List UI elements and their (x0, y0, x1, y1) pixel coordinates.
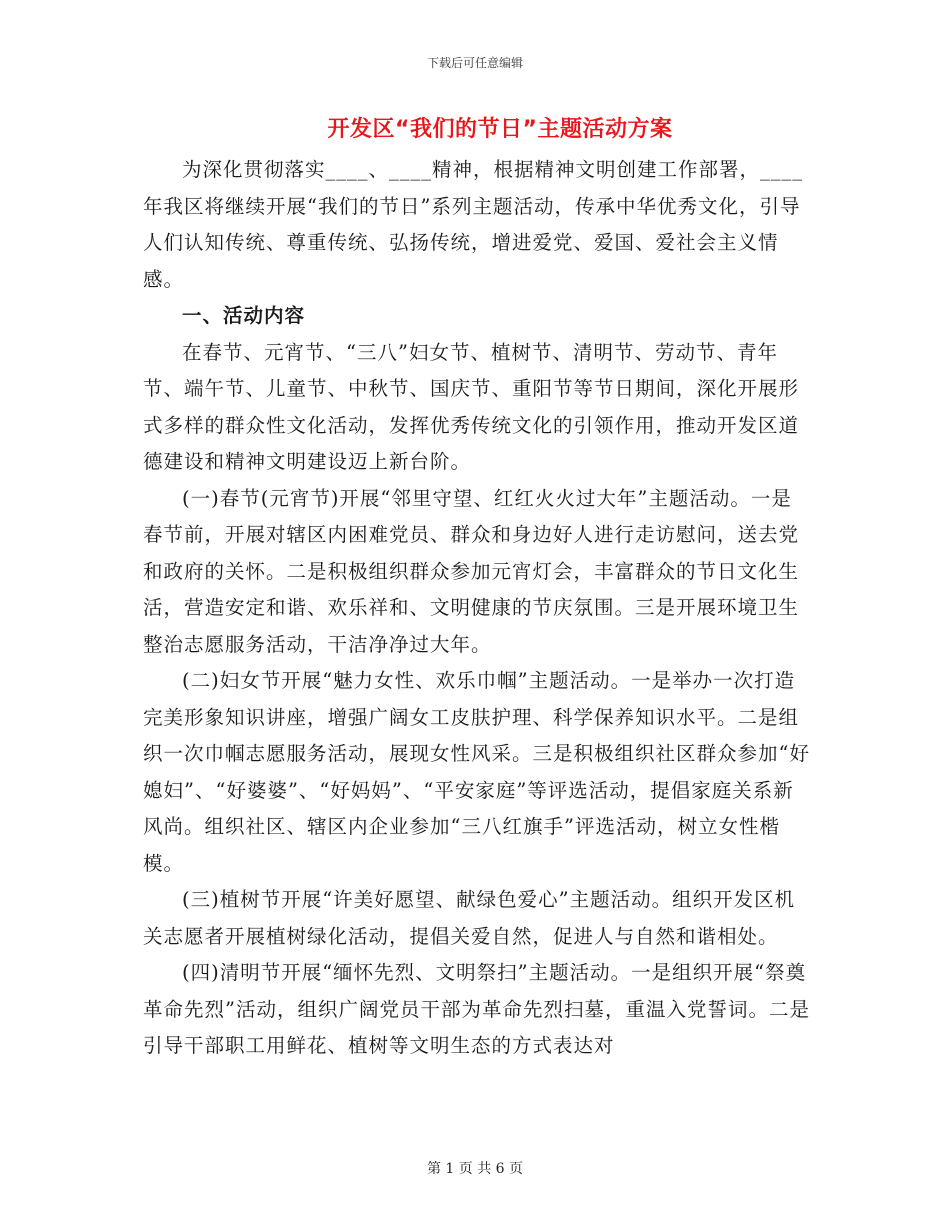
document-title: 开发区“我们的节日”主题活动方案 (327, 117, 673, 142)
page-number: 第 1 页 共 6 页 (426, 1161, 524, 1177)
item-spring-festival: (一)春节(元宵节)开展“邻里守望、红红火火过大年”主题活动。一是春节前，开展对辖区内困难党员、群众和身边好人进行走访慰问，送去党和政府的关怀。二是积极组织群众参加元宵灯会，丰富群众的节日文化生活，营造安定和谐、欢乐祥和、文明健康的节庆氛围。三是开展环境卫生整治志愿服务活动，干洁净净过大年。 (143, 486, 800, 656)
intro-paragraph: 为深化贯彻落实____、____精神，根据精神文明创建工作部署，____年我区将继续开展“我们的节日”系列主题活动，传承中华优秀文化，引导人们认知传统、尊重传统、弘扬传统，增进爱党、爱国、爱社会主义情感。 (143, 158, 804, 291)
item-qingming: (四)清明节开展“缅怀先烈、文明祭扫”主题活动。一是组织开展“祭奠革命先烈”活动，组织广阔党员干部为革命先烈扫墓，重温入党誓词。二是引导干部职工用鲜花、植树等文明生态的方式表达对 (143, 961, 810, 1057)
document-body (143, 152, 811, 1065)
header-note: 下载后可任意编辑 (426, 56, 523, 70)
section-intro-paragraph: 在春节、元宵节、“三八”妇女节、植树节、清明节、劳动节、青年节、端午节、儿童节、中秋节、国庆节、重阳节等节日期间，深化开展形式多样的群众性文化活动，发挥优秀传统文化的引领作用，推动开发区道德建设和精神文明建设迈上新台阶。 (143, 340, 800, 473)
item-womens-day: (二)妇女节开展“魅力女性、欢乐巾帼”主题活动。一是举办一次打造完美形象知识讲座，增强广阔女工皮肤护理、科学保养知识水平。二是组织一次巾帼志愿服务活动，展现女性风采。三是积极组织社区群众参加“好媳妇”、“好婆婆”、“好妈妈”、“平安家庭”等评选活动，提倡家庭关系新风尚。组织社区、辖区内企业参加“三八红旗手”评选活动，树立女性楷模。 (143, 669, 810, 875)
item-arbor-day: (三)植树节开展“许美好愿望、献绿色爱心”主题活动。组织开发区机关志愿者开展植树绿化活动，提倡关爱自然，促进人与自然和谐相处。 (143, 888, 796, 948)
section-heading-activity-content: 一、活动内容 (182, 304, 306, 327)
